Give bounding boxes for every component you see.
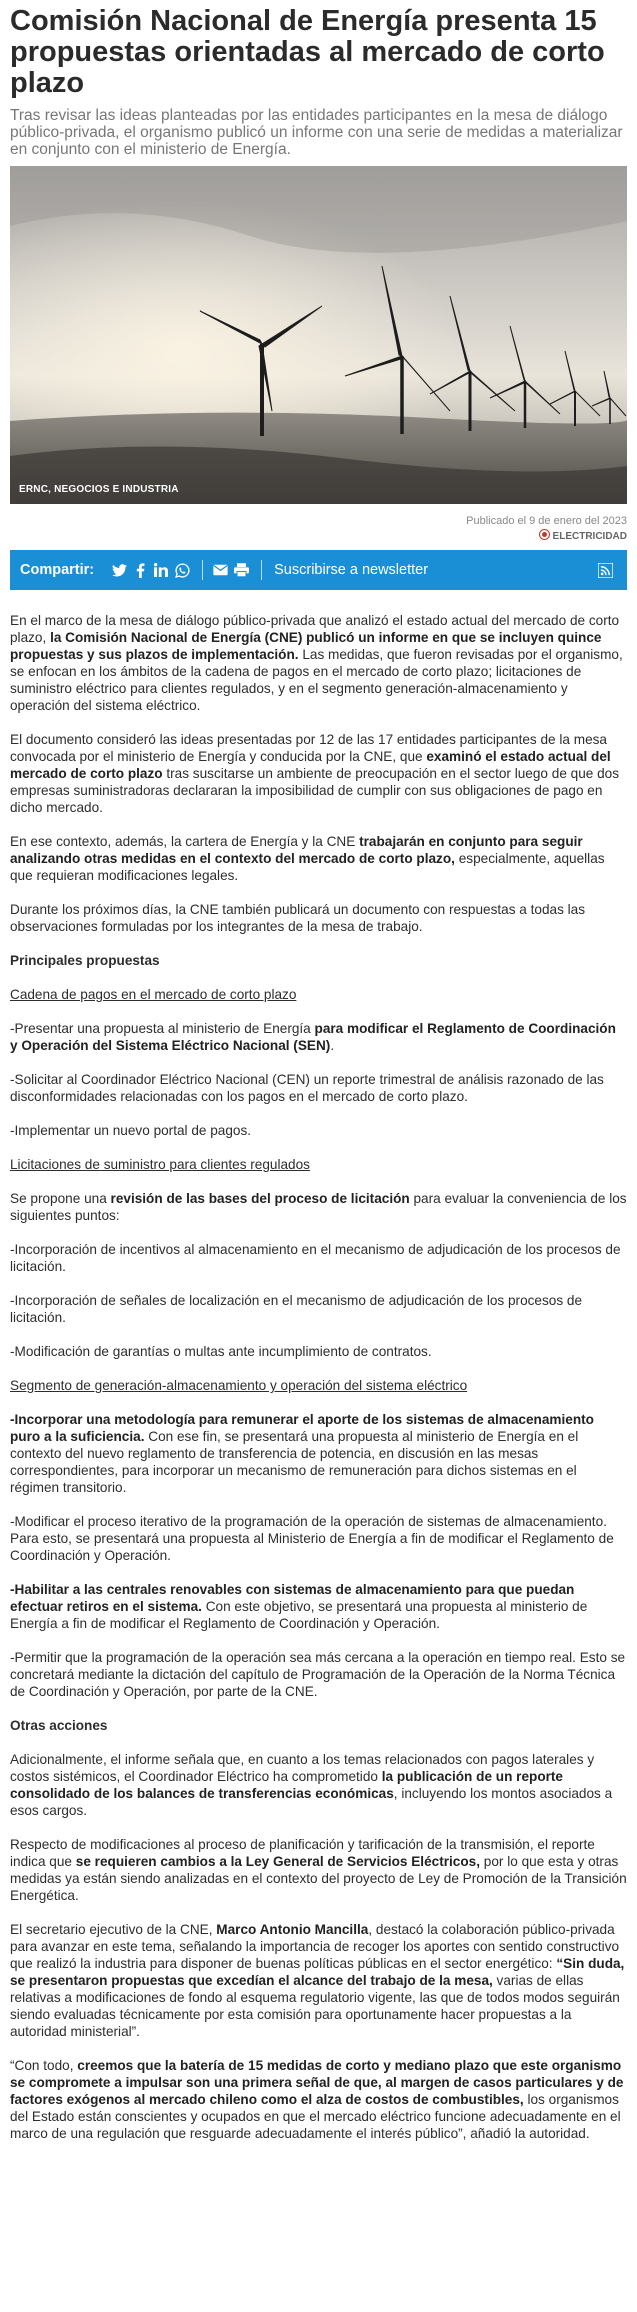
section-heading-principales: Principales propuestas: [10, 953, 160, 968]
rss-icon[interactable]: [596, 561, 614, 579]
paragraph: Se propone una revisión de las bases del proceso de licitación para evaluar la conveniencia de los siguientes puntos:: [10, 1191, 627, 1223]
publish-date: Publicado el 9 de enero del 2023: [466, 515, 627, 527]
linkedin-icon[interactable]: [152, 561, 170, 579]
list-item: -Solicitar al Coordinador Eléctrico Nacional (CEN) un reporte trimestral de análisis razonado de las disconformidades relacionadas con los pagos en el mercado de corto plazo.: [10, 1072, 604, 1104]
list-item: -Implementar un nuevo portal de pagos.: [10, 1123, 252, 1138]
twitter-icon[interactable]: [110, 561, 128, 579]
list-item: -Presentar una propuesta al ministerio de Energía para modificar el Reglamento de Coordinación y Operación del Sistema Eléctrico Nacional (SEN).: [10, 1021, 616, 1053]
subsection-title-licitaciones: Licitaciones de suministro para clientes regulados: [10, 1157, 310, 1172]
hero-image: [10, 166, 627, 504]
list-item: -Incorporación de señales de localización en el mecanismo de adjudicación de los procesos de licitación.: [10, 1293, 583, 1325]
paragraph: Durante los próximos días, la CNE también publicará un documento con respuestas a todas las observaciones formuladas por los integrantes de la mesa de trabajo.: [10, 902, 586, 934]
paragraph: Respecto de modificaciones al proceso de planificación y tarificación de la transmisión, el reporte indica que se requieren cambios a la Ley General de Servicios Eléctricos, por lo que esta y otras medidas ya están siendo analizadas en el contexto del proyecto de Ley de Promoción de la Transición Energética.: [10, 1837, 627, 1903]
subsection-title-cadena-pagos: Cadena de pagos en el mercado de corto plazo: [10, 987, 297, 1002]
article-lead: Tras revisar las ideas planteadas por las entidades participantes en la mesa de diálogo público-privada, el organismo publicó un informe con una serie de medidas a materializar en conjunto con el ministerio de Energía.: [10, 107, 623, 158]
list-item: -Modificación de garantías o multas ante incumplimiento de contratos.: [10, 1344, 432, 1359]
paragraph: El secretario ejecutivo de la CNE, Marco Antonio Mancilla, destacó la colaboración público-privada para avanzar en este tema, señalando la importancia de recoger los aportes con sentido constructivo que realizó la industria para disponer de buenas políticas públicas en el sector energético: “Sin duda, se presentaron propuestas que excedían el alcance del trabajo de la mesa, varias de ellas relativas a modificaciones de fondo al esquema regulatorio vigente, las que de todos modos seguirán siendo evaluadas técnicamente por esta comisión para oportunamente hacer propuestas a la autoridad ministerial”.: [10, 1922, 625, 2039]
share-separator: [202, 560, 203, 580]
paragraph: El documento consideró las ideas presentadas por 12 de las 17 entidades participantes de la mesa convocada por el ministerio de Energía y conducida por la CNE, que examinó el estado actual del mercado de corto plazo tras suscitarse un ambiente de preocupación en el sector luego de que dos empresas suministradoras declararan la imposibilidad de cumplir con sus obligaciones de pago en dicho mercado.: [10, 732, 620, 815]
list-item: -Habilitar a las centrales renovables con sistemas de almacenamiento para que puedan efectuar retiros en el sistema. Con este objetivo, se presentará una propuesta al ministerio de Energía a fin de modificar el Reglamento de Coordinación y Operación.: [10, 1582, 588, 1631]
paragraph: En el marco de la mesa de diálogo público-privada que analizó el estado actual del mercado de corto plazo, la Comisión Nacional de Energía (CNE) publicó un informe en que se incluyen quince propuestas y sus plazos de implementación. Las medidas, que fueron revisadas por el organismo, se enfocan en los ámbitos de la cadena de pagos en el mercado de corto plazo; licitaciones de suministro eléctrico para clientes regulados, y en el segmento generación-almacenamiento y operación del sistema eléctrico.: [10, 613, 623, 713]
image-category-tag: ERNC, NEGOCIOS E INDUSTRIA: [19, 484, 179, 495]
subsection-title-generacion: Segmento de generación-almacenamiento y operación del sistema eléctrico: [10, 1378, 468, 1393]
list-item: -Incorporar una metodología para remunerar el aporte de los sistemas de almacenamiento puro a la suficiencia. Con ese fin, se presentará una propuesta al ministerio de Energía en el contexto del nuevo reglamento de transferencia de potencia, en discusión en las mesas correspondientes, para incorporar un mecanismo de remuneración para dichos sistemas en el régimen transitorio.: [10, 1412, 594, 1495]
facebook-icon[interactable]: [131, 561, 149, 579]
whatsapp-icon[interactable]: [173, 561, 191, 579]
list-item: -Permitir que la programación de la operación sea más cercana a la operación en tiempo real. Esto se concretará mediante la dictación del capítulo de Programación de la Operación de la Norma Técnica de Coordinación y Operación, por parte de la CNE.: [10, 1650, 626, 1699]
paragraph: “Con todo, creemos que la batería de 15 medidas de corto y mediano plazo que este organismo se compromete a impulsar son una primera señal de que, al margen de casos particulares y de factores exógenos al mercado chileno como el alza de costos de combustibles, los organismos del Estado están conscientes y ocupados en que el mercado eléctrico funcione adecuadamente en el marco de una regulación que resguarde adecuadamente el interés público”, añadió la autoridad.: [10, 2058, 624, 2141]
subscribe-newsletter-link[interactable]: Suscribirse a newsletter: [274, 562, 429, 578]
section-heading-otras: Otras acciones: [10, 1718, 108, 1733]
email-icon[interactable]: [211, 561, 229, 579]
category-icon: [539, 529, 550, 540]
article-meta: [10, 514, 627, 544]
print-icon[interactable]: [232, 561, 250, 579]
paragraph: Adicionalmente, el informe señala que, en cuanto a los temas relacionados con pagos laterales y costos sistémicos, el Coordinador Eléctrico ha comprometido la publicación de un reporte consolidado de los balances de transferencias económicas, incluyendo los montos asociados a esos cargos.: [10, 1752, 613, 1818]
article-title: Comisión Nacional de Energía presenta 15 propuestas orientadas al mercado de corto plazo: [10, 5, 605, 99]
share-label: Compartir:: [20, 562, 95, 578]
share-separator: [261, 560, 262, 580]
paragraph: En ese contexto, además, la cartera de Energía y la CNE trabajarán en conjunto para seguir analizando otras medidas en el contexto del mercado de corto plazo, especialmente, aquellas que requieran modificaciones legales.: [10, 834, 605, 883]
article-body: [10, 612, 627, 2142]
wind-turbines-photo: [10, 166, 627, 504]
list-item: -Modificar el proceso iterativo de la programación de la operación de sistemas de almacenamiento. Para esto, se presentará una propuesta al Ministerio de Energía a fin de modificar el Reglamento de Coordinación y Operación.: [10, 1514, 614, 1563]
list-item: -Incorporación de incentivos al almacenamiento en el mecanismo de adjudicación de los procesos de licitación.: [10, 1242, 621, 1274]
article-page: [0, 6, 637, 2179]
category-link[interactable]: ELECTRICIDAD: [552, 531, 627, 542]
share-bar: [10, 550, 627, 590]
